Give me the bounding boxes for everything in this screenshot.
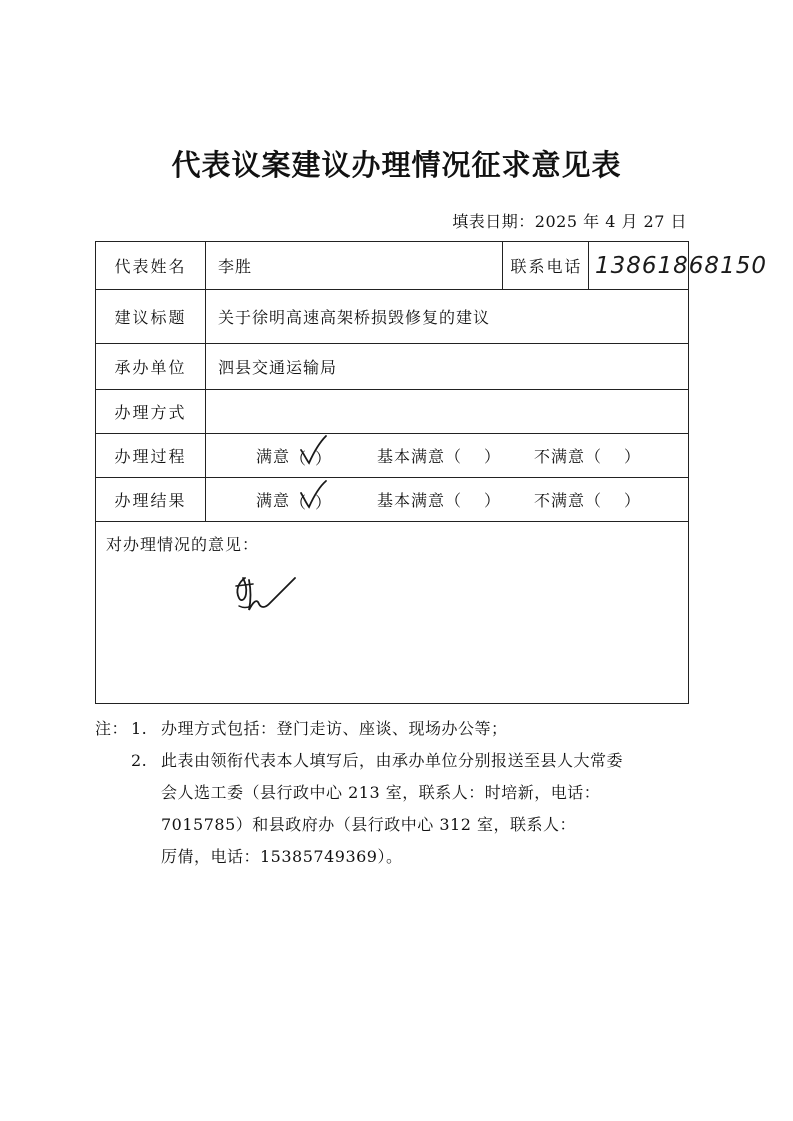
process-option-satisfied[interactable] [256,434,332,477]
row-opinion [96,522,688,705]
paren-open: （ [585,447,603,466]
notes-head: 注： [95,719,129,738]
result-option-satisfied[interactable] [256,478,332,521]
subject-label: 建议标题 [96,290,206,343]
method-label: 办理方式 [96,390,206,433]
result-option-basic[interactable] [377,478,501,521]
notes-section [95,713,715,873]
process-option-unsatisfied[interactable] [534,434,641,477]
phone-value[interactable]: 13861868150 [595,252,767,279]
opinion-label: 对办理情况的意见： [106,535,260,554]
paren-close: ） [624,491,642,510]
option-label: 不满意 [534,491,586,510]
paren-close: ） [315,448,333,468]
row-process [96,434,688,478]
form-title: 代表议案建议办理情况征求意见表 [171,148,622,182]
option-label: 基本满意 [377,447,446,466]
note-item-2-line-4: 厉倩，电话：15385749369）。 [161,847,403,866]
result-label: 办理结果 [96,478,206,521]
note-item-2-line-3: 7015785）和县政府办（县行政中心 312 室，联系人： [161,815,576,834]
note-text: 此表由领衔代表本人填写后，由承办单位分别报送至县人大常委 [161,751,624,770]
paren-open: （ [290,448,308,468]
unit-label: 承办单位 [96,344,206,389]
note-item-2-line-2: 会人选工委（县行政中心 213 室，联系人：时培新，电话： [161,783,601,802]
note-number: 1. [131,719,148,738]
process-option-basic[interactable] [377,434,501,477]
note-number: 2. [131,751,148,770]
row-unit [96,344,688,390]
note-item-1 [95,713,715,745]
paren-close: ） [315,492,333,512]
paren-close: ） [624,447,642,466]
checkbox-parens[interactable] [290,446,332,466]
row-subject [96,290,688,344]
checkbox-parens[interactable] [290,490,332,510]
process-label: 办理过程 [96,434,206,477]
paren-open: （ [445,447,463,466]
option-label: 不满意 [534,447,586,466]
row-representative [96,242,767,290]
row-method [96,390,688,434]
opinion-form-table [95,241,767,704]
note-text: 办理方式包括：登门走访、座谈、现场办公等； [161,719,508,738]
paren-close: ） [484,447,502,466]
signature-icon[interactable] [231,568,301,614]
paren-open: （ [290,492,308,512]
note-item-2 [95,745,715,777]
method-value[interactable] [206,390,688,433]
result-option-unsatisfied[interactable] [534,478,641,521]
phone-label: 联系电话 [505,242,589,289]
option-label: 基本满意 [377,491,446,510]
fill-date: 填表日期：2025 年 4 月 27 日 [452,212,687,231]
row-result [96,478,688,522]
paren-close: ） [484,491,502,510]
option-label: 满意 [256,447,291,466]
name-label: 代表姓名 [96,242,206,289]
option-label: 满意 [256,491,291,510]
subject-value[interactable]: 关于徐明高速高架桥损毁修复的建议 [218,308,491,327]
paren-open: （ [585,491,603,510]
unit-value[interactable]: 泗县交通运输局 [218,358,338,377]
paren-open: （ [445,491,463,510]
name-value[interactable]: 李胜 [206,242,503,289]
